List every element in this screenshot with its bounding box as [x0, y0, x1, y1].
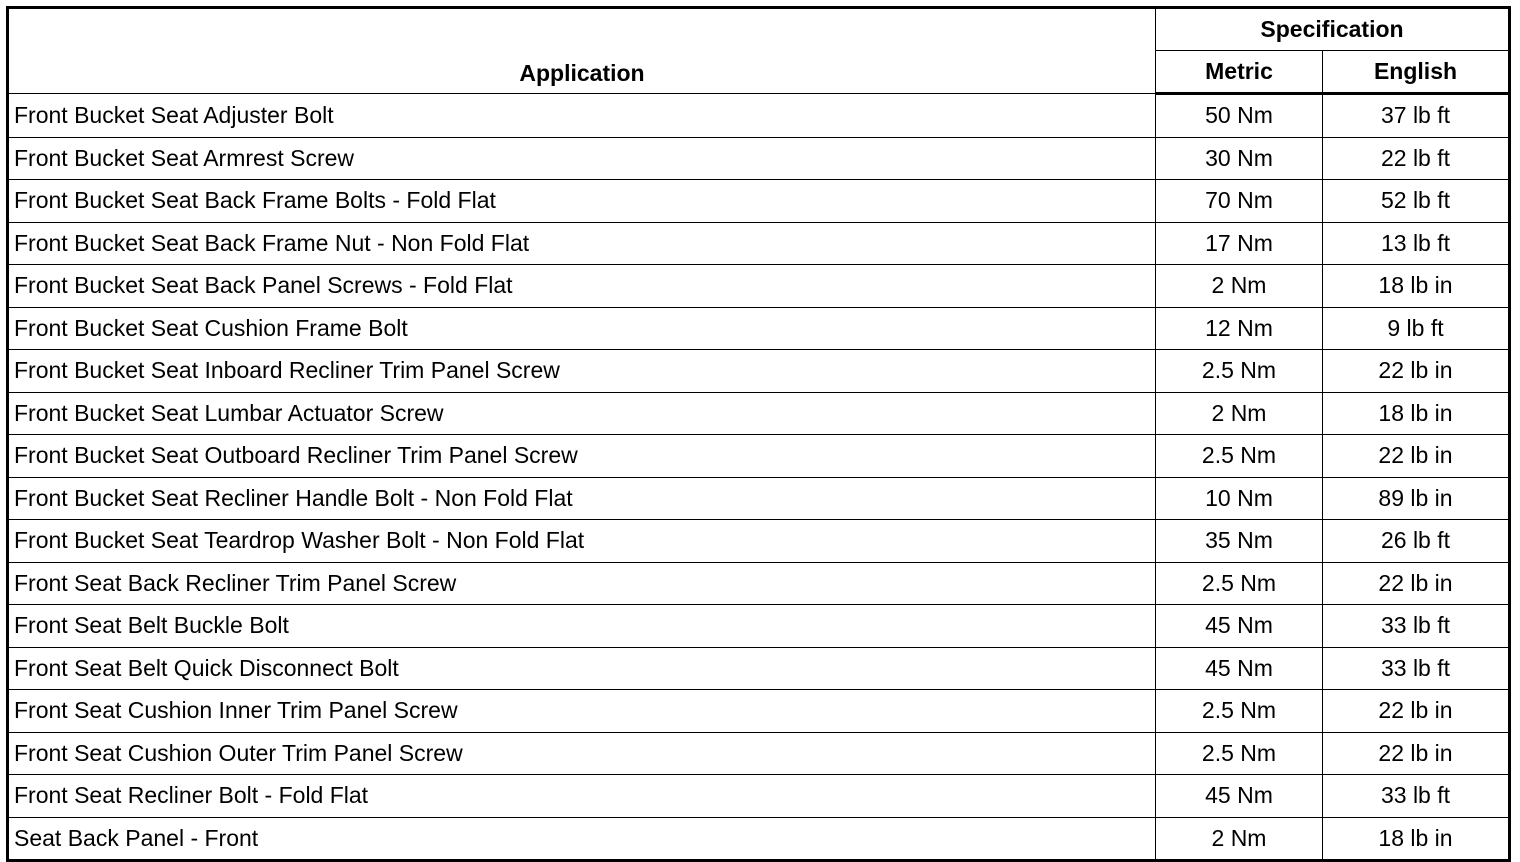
table-row	[8, 647, 1510, 690]
table-header	[8, 8, 1510, 94]
application-cell: Front Seat Belt Buckle Bolt	[8, 605, 1156, 648]
metric-cell: 45 Nm	[1156, 647, 1323, 690]
english-cell: 37 lb ft	[1323, 94, 1510, 138]
english-cell: 9 lb ft	[1323, 307, 1510, 350]
table-row	[8, 817, 1510, 861]
application-header: Application	[8, 8, 1156, 94]
application-cell: Front Bucket Seat Outboard Recliner Trim Panel Screw	[8, 435, 1156, 478]
english-cell: 26 lb ft	[1323, 520, 1510, 563]
application-cell: Front Bucket Seat Lumbar Actuator Screw	[8, 392, 1156, 435]
application-cell: Front Bucket Seat Teardrop Washer Bolt - Non Fold Flat	[8, 520, 1156, 563]
application-cell: Seat Back Panel - Front	[8, 817, 1156, 861]
english-cell: 22 lb in	[1323, 562, 1510, 605]
torque-spec-table	[6, 6, 1511, 862]
application-cell: Front Seat Cushion Inner Trim Panel Screw	[8, 690, 1156, 733]
metric-cell: 12 Nm	[1156, 307, 1323, 350]
metric-cell: 45 Nm	[1156, 775, 1323, 818]
english-cell: 33 lb ft	[1323, 647, 1510, 690]
metric-cell: 50 Nm	[1156, 94, 1323, 138]
english-header: English	[1323, 51, 1510, 94]
table-row	[8, 690, 1510, 733]
table-row	[8, 350, 1510, 393]
english-cell: 89 lb in	[1323, 477, 1510, 520]
application-cell: Front Bucket Seat Recliner Handle Bolt - Non Fold Flat	[8, 477, 1156, 520]
table-row	[8, 222, 1510, 265]
metric-header: Metric	[1156, 51, 1323, 94]
metric-cell: 2.5 Nm	[1156, 435, 1323, 478]
application-cell: Front Bucket Seat Inboard Recliner Trim Panel Screw	[8, 350, 1156, 393]
table-body	[8, 94, 1510, 861]
metric-cell: 17 Nm	[1156, 222, 1323, 265]
english-cell: 18 lb in	[1323, 265, 1510, 308]
english-cell: 22 lb in	[1323, 350, 1510, 393]
specification-header: Specification	[1156, 8, 1510, 51]
metric-cell: 2 Nm	[1156, 817, 1323, 861]
metric-cell: 2.5 Nm	[1156, 690, 1323, 733]
table-row	[8, 477, 1510, 520]
english-cell: 22 lb in	[1323, 435, 1510, 478]
table-row	[8, 605, 1510, 648]
english-cell: 22 lb in	[1323, 732, 1510, 775]
metric-cell: 2 Nm	[1156, 392, 1323, 435]
english-cell: 22 lb in	[1323, 690, 1510, 733]
english-cell: 18 lb in	[1323, 817, 1510, 861]
english-cell: 22 lb ft	[1323, 137, 1510, 180]
metric-cell: 10 Nm	[1156, 477, 1323, 520]
application-cell: Front Bucket Seat Adjuster Bolt	[8, 94, 1156, 138]
metric-cell: 45 Nm	[1156, 605, 1323, 648]
metric-cell: 2.5 Nm	[1156, 350, 1323, 393]
english-cell: 13 lb ft	[1323, 222, 1510, 265]
application-cell: Front Bucket Seat Back Panel Screws - Fold Flat	[8, 265, 1156, 308]
application-cell: Front Bucket Seat Back Frame Nut - Non Fold Flat	[8, 222, 1156, 265]
metric-cell: 2.5 Nm	[1156, 562, 1323, 605]
metric-cell: 35 Nm	[1156, 520, 1323, 563]
header-row-top	[8, 8, 1510, 51]
table-row	[8, 435, 1510, 478]
application-cell: Front Seat Cushion Outer Trim Panel Screw	[8, 732, 1156, 775]
table-row	[8, 520, 1510, 563]
english-cell: 18 lb in	[1323, 392, 1510, 435]
english-cell: 33 lb ft	[1323, 605, 1510, 648]
table-row	[8, 265, 1510, 308]
table-row	[8, 137, 1510, 180]
application-cell: Front Seat Back Recliner Trim Panel Screw	[8, 562, 1156, 605]
table-row	[8, 562, 1510, 605]
table-row	[8, 392, 1510, 435]
table-row	[8, 180, 1510, 223]
english-cell: 33 lb ft	[1323, 775, 1510, 818]
table-row	[8, 775, 1510, 818]
metric-cell: 2 Nm	[1156, 265, 1323, 308]
metric-cell: 30 Nm	[1156, 137, 1323, 180]
metric-cell: 2.5 Nm	[1156, 732, 1323, 775]
application-cell: Front Bucket Seat Armrest Screw	[8, 137, 1156, 180]
table-row	[8, 94, 1510, 138]
table-row	[8, 732, 1510, 775]
application-cell: Front Bucket Seat Cushion Frame Bolt	[8, 307, 1156, 350]
application-cell: Front Seat Belt Quick Disconnect Bolt	[8, 647, 1156, 690]
table-row	[8, 307, 1510, 350]
metric-cell: 70 Nm	[1156, 180, 1323, 223]
english-cell: 52 lb ft	[1323, 180, 1510, 223]
application-cell: Front Seat Recliner Bolt - Fold Flat	[8, 775, 1156, 818]
application-cell: Front Bucket Seat Back Frame Bolts - Fold Flat	[8, 180, 1156, 223]
